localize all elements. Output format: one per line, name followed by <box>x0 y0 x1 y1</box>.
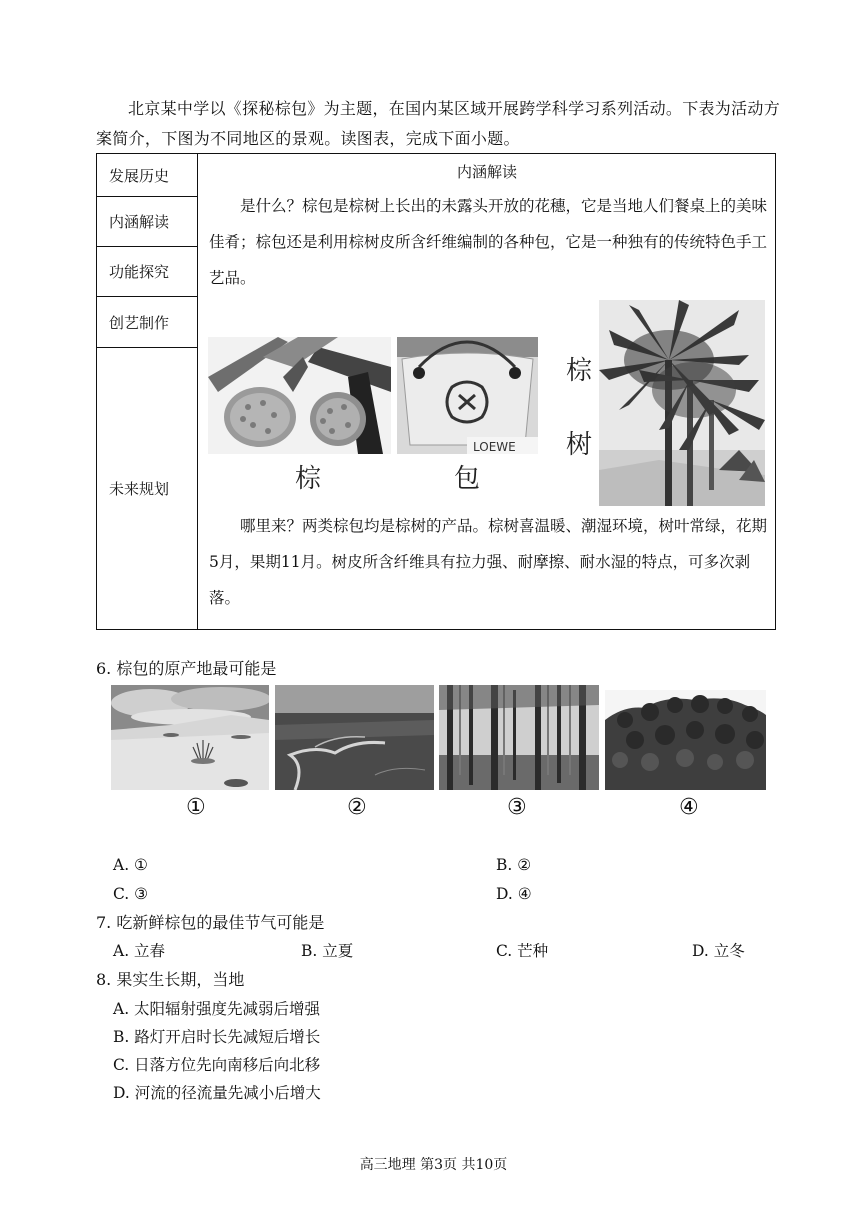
q8-option-d[interactable]: D. 河流的径流量先减小后增大 <box>113 1084 321 1102</box>
landscape-3-forest <box>439 685 599 790</box>
caption-bag: 包 <box>454 464 481 494</box>
caption-flower: 棕 <box>295 464 322 494</box>
table-left-column <box>97 154 198 629</box>
q8-option-c[interactable]: C. 日落方位先向南移后向北移 <box>113 1056 321 1074</box>
landscape-label-1: ① <box>186 795 206 820</box>
caption-tree-2: 树 <box>566 430 593 460</box>
q7-option-a[interactable]: A. 立春 <box>113 942 166 960</box>
left-item-history: 发展历史 <box>97 154 197 197</box>
q8-option-b[interactable]: B. 路灯开启时长先减短后增长 <box>113 1028 321 1046</box>
activity-table <box>96 153 776 630</box>
question-8-stem: 8. 果实生长期，当地 <box>96 970 245 989</box>
landscape-label-2: ② <box>347 795 367 820</box>
left-item-function: 功能探究 <box>97 247 197 297</box>
landscape-4-hill-forest <box>605 690 766 790</box>
landscape-2-wetland <box>275 685 434 790</box>
landscape-label-4: ④ <box>679 795 699 820</box>
q6-option-c[interactable]: C. ③ <box>113 885 149 903</box>
q6-option-b[interactable]: B. ② <box>496 856 532 874</box>
q7-option-b[interactable]: B. 立夏 <box>301 942 354 960</box>
q6-option-a[interactable]: A. ① <box>113 856 148 874</box>
landscape-1-desert <box>111 685 269 790</box>
question-6-stem: 6. 棕包的原产地最可能是 <box>96 659 277 678</box>
q6-option-d[interactable]: D. ④ <box>496 885 532 903</box>
q7-option-c[interactable]: C. 芒种 <box>496 942 549 960</box>
palm-flower-photo <box>208 337 391 454</box>
table-paragraph-where: 哪里来？两类棕包均是棕树的产品。棕树喜温暖、潮湿环境，树叶常绿，花期5月，果期11月。树皮所含纤维具有拉力强、耐摩擦、耐水湿的特点，可多次剥落。 <box>209 517 768 607</box>
q7-option-d[interactable]: D. 立冬 <box>692 942 745 960</box>
left-item-future: 未来规划 <box>109 480 170 498</box>
bag-logo-text: LOEWE <box>473 440 516 454</box>
table-paragraph-what: 是什么？棕包是棕树上长出的未露头开放的花穗，它是当地人们餐桌上的美味佳肴；棕包还是利用棕树皮所含纤维编制的各种包，它是一种独有的传统特色手工艺品。 <box>209 197 768 287</box>
left-item-interpretation: 内涵解读 <box>97 197 197 247</box>
palm-bag-photo <box>397 337 538 454</box>
table-right-header: 内涵解读 <box>456 163 517 181</box>
question-7-stem: 7. 吃新鲜棕包的最佳节气可能是 <box>96 913 325 932</box>
intro-paragraph: 北京某中学以《探秘棕包》为主题，在国内某区域开展跨学科学习系列活动。下表为活动方案简介，下图为不同地区的景观。读图表，完成下面小题。 <box>96 99 781 148</box>
left-item-craft: 创艺制作 <box>97 297 197 348</box>
landscape-label-3: ③ <box>507 795 527 820</box>
page-footer: 高三地理 第3页 共10页 <box>359 1157 508 1173</box>
palm-tree-photo <box>599 300 765 506</box>
caption-tree-1: 棕 <box>566 356 593 386</box>
q8-option-a[interactable]: A. 太阳辐射强度先减弱后增强 <box>113 1000 321 1018</box>
